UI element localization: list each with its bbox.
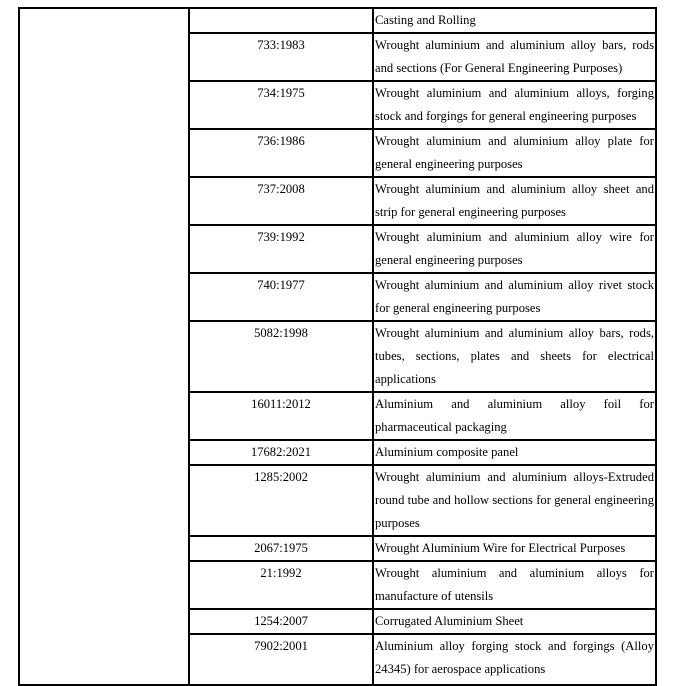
category-cell bbox=[19, 8, 189, 685]
standard-code-cell: 734:1975 bbox=[189, 81, 373, 129]
standard-description-cell: Wrought aluminium and aluminium alloy wire for general engineering purposes bbox=[373, 225, 656, 273]
standard-description-cell: Wrought aluminium and aluminium alloys, forging stock and forgings for general engineering purposes bbox=[373, 81, 656, 129]
standard-code-cell: 1285:2002 bbox=[189, 465, 373, 536]
standard-code-cell: 737:2008 bbox=[189, 177, 373, 225]
standard-code-cell: 736:1986 bbox=[189, 129, 373, 177]
standard-description-cell: Wrought Aluminium Wire for Electrical Purposes bbox=[373, 536, 656, 561]
standard-code-cell: 2067:1975 bbox=[189, 536, 373, 561]
table-row bbox=[19, 8, 656, 33]
standard-description-cell: Aluminium and aluminium alloy foil for pharmaceutical packaging bbox=[373, 392, 656, 440]
standard-description-cell: Casting and Rolling bbox=[373, 8, 656, 33]
standard-description-cell: Wrought aluminium and aluminium alloys-Extruded round tube and hollow sections for general engineering purposes bbox=[373, 465, 656, 536]
standard-code-cell: 21:1992 bbox=[189, 561, 373, 609]
standard-code-cell: 740:1977 bbox=[189, 273, 373, 321]
standards-table bbox=[18, 7, 657, 686]
standard-code-cell: 16011:2012 bbox=[189, 392, 373, 440]
standard-description-cell: Wrought aluminium and aluminium alloys for manufacture of utensils bbox=[373, 561, 656, 609]
standard-description-cell: Wrought aluminium and aluminium alloy rivet stock for general engineering purposes bbox=[373, 273, 656, 321]
standard-description-cell: Aluminium alloy forging stock and forgings (Alloy 24345) for aerospace applications bbox=[373, 634, 656, 685]
standard-description-cell: Wrought aluminium and aluminium alloy plate for general engineering purposes bbox=[373, 129, 656, 177]
standard-code-cell: 733:1983 bbox=[189, 33, 373, 81]
standard-description-cell: Corrugated Aluminium Sheet bbox=[373, 609, 656, 634]
standard-description-cell: Aluminium composite panel bbox=[373, 440, 656, 465]
standard-code-cell: 739:1992 bbox=[189, 225, 373, 273]
standards-table-body bbox=[19, 8, 656, 685]
standard-code-cell: 1254:2007 bbox=[189, 609, 373, 634]
standard-code-cell bbox=[189, 8, 373, 33]
standard-description-cell: Wrought aluminium and aluminium alloy bars, rods and sections (For General Engineering Purposes) bbox=[373, 33, 656, 81]
standard-code-cell: 7902:2001 bbox=[189, 634, 373, 685]
standard-description-cell: Wrought aluminium and aluminium alloy sheet and strip for general engineering purposes bbox=[373, 177, 656, 225]
standard-code-cell: 17682:2021 bbox=[189, 440, 373, 465]
standard-code-cell: 5082:1998 bbox=[189, 321, 373, 392]
standard-description-cell: Wrought aluminium and aluminium alloy bars, rods, tubes, sections, plates and sheets for electrical applications bbox=[373, 321, 656, 392]
